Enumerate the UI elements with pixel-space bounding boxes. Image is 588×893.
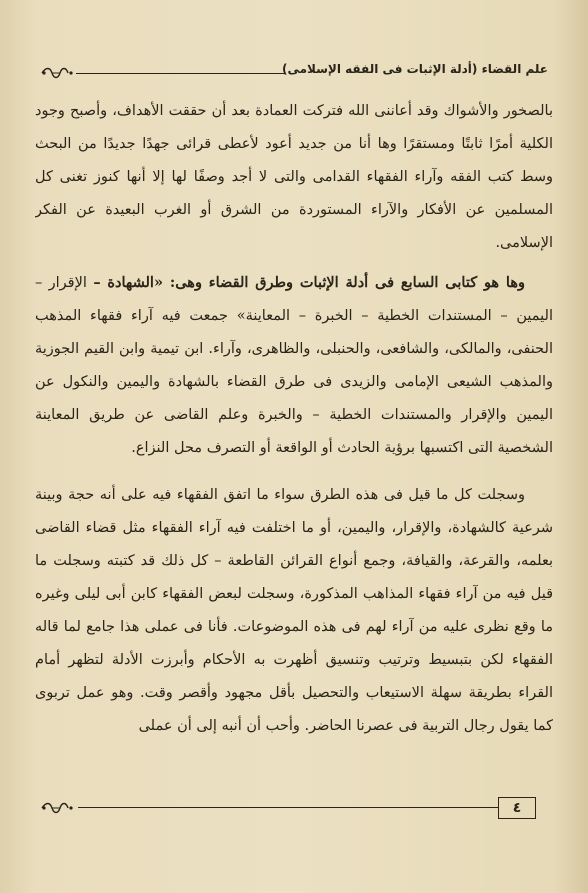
paragraph-1: بالصخور والأشواك وقد أعاننى الله فتركت العمادة بعد أن حققت الأهداف، وأصبح وجود الكلية أمرًا ثابتًا ومستقرًا وها أنا من جديد أعود لأعطى قرائى جهدًا جديدًا من البحث وسط كتب الفقه وآراء الفقهاء القدامى والتى لا أجد وصفًا لها إلا أنها كنوز تغنى كل المسلمين عن الأفكار والآراء المستوردة من الشرق أو الغرب البعيدة عن الفكر الإسلامى. [35, 103, 553, 251]
page-footer [40, 795, 548, 835]
paragraph-2-lead: وها هو كتابى السابع فى أدلة الإثبات وطرق القضاء وهى: «الشهادة – [93, 274, 525, 291]
header-rule [76, 73, 286, 74]
page-number: ٤ [498, 797, 536, 819]
footer-rule [78, 807, 498, 808]
paragraph-2-rest: الإقرار – اليمين – المستندات الخطية – الخبرة – المعاينة» جمعت فيه آراء فقهاء المذهب الحنفى، والمالكى، والشافعى، والحنبلى، والظاهرى، وآراء. ابن تيمية وابن القيم الجوزية والمذهب الشيعى الإمامى والزيدى فى طرق القضاء بالشهادة واليمين والنكول عن اليمين والإقرار والمستندات الخطية – والخبرة وعلم القاضى عن طريق المعاينة الشخصية التى اكتسبها برؤية الحادث أو الواقعة أو التصرف محل النزاع. [35, 275, 553, 456]
scroll-ornament-icon [40, 802, 74, 814]
body-text [35, 95, 553, 790]
running-header [40, 60, 548, 90]
scroll-ornament-icon [40, 67, 74, 79]
paragraph-2 [35, 266, 553, 465]
paragraph-3: وسجلت كل ما قيل فى هذه الطرق سواء ما اتفق الفقهاء فيه على أنه حجة وبينة شرعية كالشهادة، والإقرار، واليمين، أو ما اختلفت فيه آراء الفقهاء مثل قضاء القاضى بعلمه، والقرعة، والقيافة، وجمع أنواع القرائن القاطعة – كل ذلك قد كتبته وسجلت ما قيل فيه من آراء فقهاء المذاهب المذكورة، وسجلت لبعض الفقهاء كابن أبى ليلى وغيره ما وقع نظرى عليه من آراء لهم فى هذه الموضوعات. فأنا فى عملى هذا جامع لما قاله الفقهاء لكن بتبسيط وترتيب وتنسيق أظهرت به الأحكام وأبرزت الأدلة لتظهر أمام القراء بطريقة سهلة الاستيعاب والتحصيل بأقل مجهود وأقصر وقت. وهو عمل تربوى كما يقول رجال التربية فى عصرنا الحاضر. وأحب أن أنبه إلى أن عملى [35, 487, 553, 734]
header-title: علم القضاء (أدلة الإثبات فى الفقه الإسلامى) [281, 62, 548, 76]
